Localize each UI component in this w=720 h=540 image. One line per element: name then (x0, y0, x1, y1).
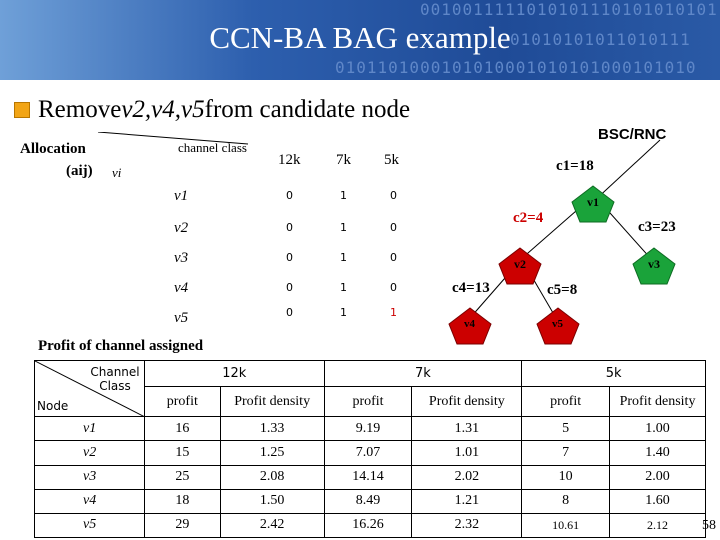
alloc-row-v2-12k: 0 (286, 221, 293, 234)
alloc-row-v5-12k: 0 (286, 306, 293, 319)
alloc-row-v2-7k: 1 (340, 221, 347, 234)
bullet-nodes: v2,v4,v5 (121, 96, 205, 123)
edge-v1-root (593, 140, 660, 202)
profit-table (34, 360, 706, 538)
edge-c5-label: c5=8 (547, 282, 578, 298)
slide-title: CCN-BA BAG example (209, 20, 511, 55)
profit-cell: 16 (144, 417, 220, 441)
allocation-sub-label: (aij) (66, 163, 93, 179)
edge-c4-label: c4=13 (452, 280, 490, 296)
banner-binary-3: 0101101000101010001010101000101010 (335, 58, 697, 77)
node-v4-label: v4 (464, 318, 475, 330)
allocation-diag-col: channel class (178, 140, 247, 155)
alloc-row-v1-5k: 0 (390, 189, 397, 202)
banner-binary-2: 01010101011010111 (510, 30, 691, 49)
profit-cell: 10 (522, 465, 610, 489)
profit-cell: 1.25 (220, 441, 324, 465)
profit-cell: 1.21 (412, 489, 522, 513)
alloc-row-v5-7k: 1 (340, 306, 347, 319)
table-row (35, 489, 706, 513)
alloc-col-12k: 12k (278, 152, 301, 168)
profit-row-v1-node: v1 (35, 417, 145, 441)
bullet-box-icon (14, 102, 30, 118)
alloc-row-v4-12k: 0 (286, 281, 293, 294)
profit-cell: 7.07 (324, 441, 412, 465)
profit-cell: 9.19 (324, 417, 412, 441)
alloc-row-v3-12k: 0 (286, 251, 293, 264)
node-v2-label: v2 (514, 257, 526, 271)
profit-cell: 1.31 (412, 417, 522, 441)
bullet-rest: from candidate node (204, 96, 411, 123)
profit-cell: 2.02 (412, 465, 522, 489)
alloc-row-v5-node: v5 (174, 310, 189, 326)
profit-cell: 15 (144, 441, 220, 465)
alloc-row-v4-5k: 0 (390, 281, 397, 294)
allocation-table (18, 132, 416, 332)
group-5k: 5k (522, 361, 706, 387)
profit-row-v2-node: v2 (35, 441, 145, 465)
profit-cell: 8 (522, 489, 610, 513)
profit-cell: 14.14 (324, 465, 412, 489)
sub-density-12k: Profit density (220, 387, 324, 417)
table-row (35, 441, 706, 465)
profit-corner (35, 361, 145, 417)
alloc-row-v1-12k: 0 (286, 189, 293, 202)
group-12k: 12k (144, 361, 324, 387)
profit-cell: 2.00 (610, 465, 706, 489)
banner-binary-1: 0010011111010101110101010101 (420, 0, 718, 19)
title-banner (0, 0, 720, 80)
profit-row-v4-node: v4 (35, 489, 145, 513)
profit-cell: 2.32 (412, 513, 522, 537)
profit-cell: 5 (522, 417, 610, 441)
profit-cell: 16.26 (324, 513, 412, 537)
edge-c1-label: c1=18 (556, 158, 594, 174)
profit-cell: 8.49 (324, 489, 412, 513)
profit-table-caption: Profit of channel assigned (38, 338, 204, 354)
table-row (35, 465, 706, 489)
profit-cell: 1.50 (220, 489, 324, 513)
sub-profit-5k: profit (522, 387, 610, 417)
alloc-row-v4-node: v4 (174, 280, 189, 296)
profit-cell: 7 (522, 441, 610, 465)
alloc-row-v3-7k: 1 (340, 251, 347, 264)
profit-cell: 10.61 (522, 513, 610, 537)
node-v1-label: v1 (587, 195, 599, 209)
profit-cell: 25 (144, 465, 220, 489)
bullet-lead: Remove (38, 96, 122, 123)
allocation-diagonal (18, 132, 416, 332)
bullet-point (14, 96, 410, 124)
node-v5-label: v5 (552, 318, 563, 330)
profit-cell: 1.01 (412, 441, 522, 465)
alloc-row-v4-7k: 1 (340, 281, 347, 294)
page-number: 58 (702, 518, 716, 533)
alloc-row-v3-node: v3 (174, 250, 189, 266)
profit-cell: 18 (144, 489, 220, 513)
alloc-row-v2-node: v2 (174, 220, 189, 236)
corner-node: Node (37, 399, 69, 413)
allocation-diag-row: vi (112, 165, 122, 180)
node-v3-label: v3 (648, 257, 660, 271)
corner-channel-class: Channel Class (90, 365, 140, 393)
edge-c3-label: c3=23 (638, 219, 676, 235)
profit-cell: 1.40 (610, 441, 706, 465)
sub-profit-12k: profit (144, 387, 220, 417)
alloc-row-v3-5k: 0 (390, 251, 397, 264)
group-7k: 7k (324, 361, 522, 387)
allocation-label: Allocation (20, 141, 86, 157)
profit-cell: 29 (144, 513, 220, 537)
profit-cell: 2.08 (220, 465, 324, 489)
sub-density-5k: Profit density (610, 387, 706, 417)
alloc-col-5k: 5k (384, 152, 399, 168)
profit-cell: 1.00 (610, 417, 706, 441)
alloc-row-v1-node: v1 (174, 188, 189, 204)
alloc-row-v1-7k: 1 (340, 189, 347, 202)
graph-root-label: BSC/RNC (598, 126, 667, 143)
sub-density-7k: Profit density (412, 387, 522, 417)
alloc-row-v5-5k-highlight: 1 (390, 306, 397, 319)
sub-profit-7k: profit (324, 387, 412, 417)
network-graph (430, 118, 710, 348)
profit-cell: 2.12 (610, 513, 706, 537)
profit-cell: 2.42 (220, 513, 324, 537)
table-row (35, 513, 706, 537)
profit-row-v5-node: v5 (35, 513, 145, 537)
alloc-row-v2-5k: 0 (390, 221, 397, 234)
profit-cell: 1.33 (220, 417, 324, 441)
alloc-col-7k: 7k (336, 152, 351, 168)
profit-cell: 1.60 (610, 489, 706, 513)
edge-c2-label: c2=4 (513, 210, 544, 226)
table-row (35, 417, 706, 441)
profit-row-v3-node: v3 (35, 465, 145, 489)
